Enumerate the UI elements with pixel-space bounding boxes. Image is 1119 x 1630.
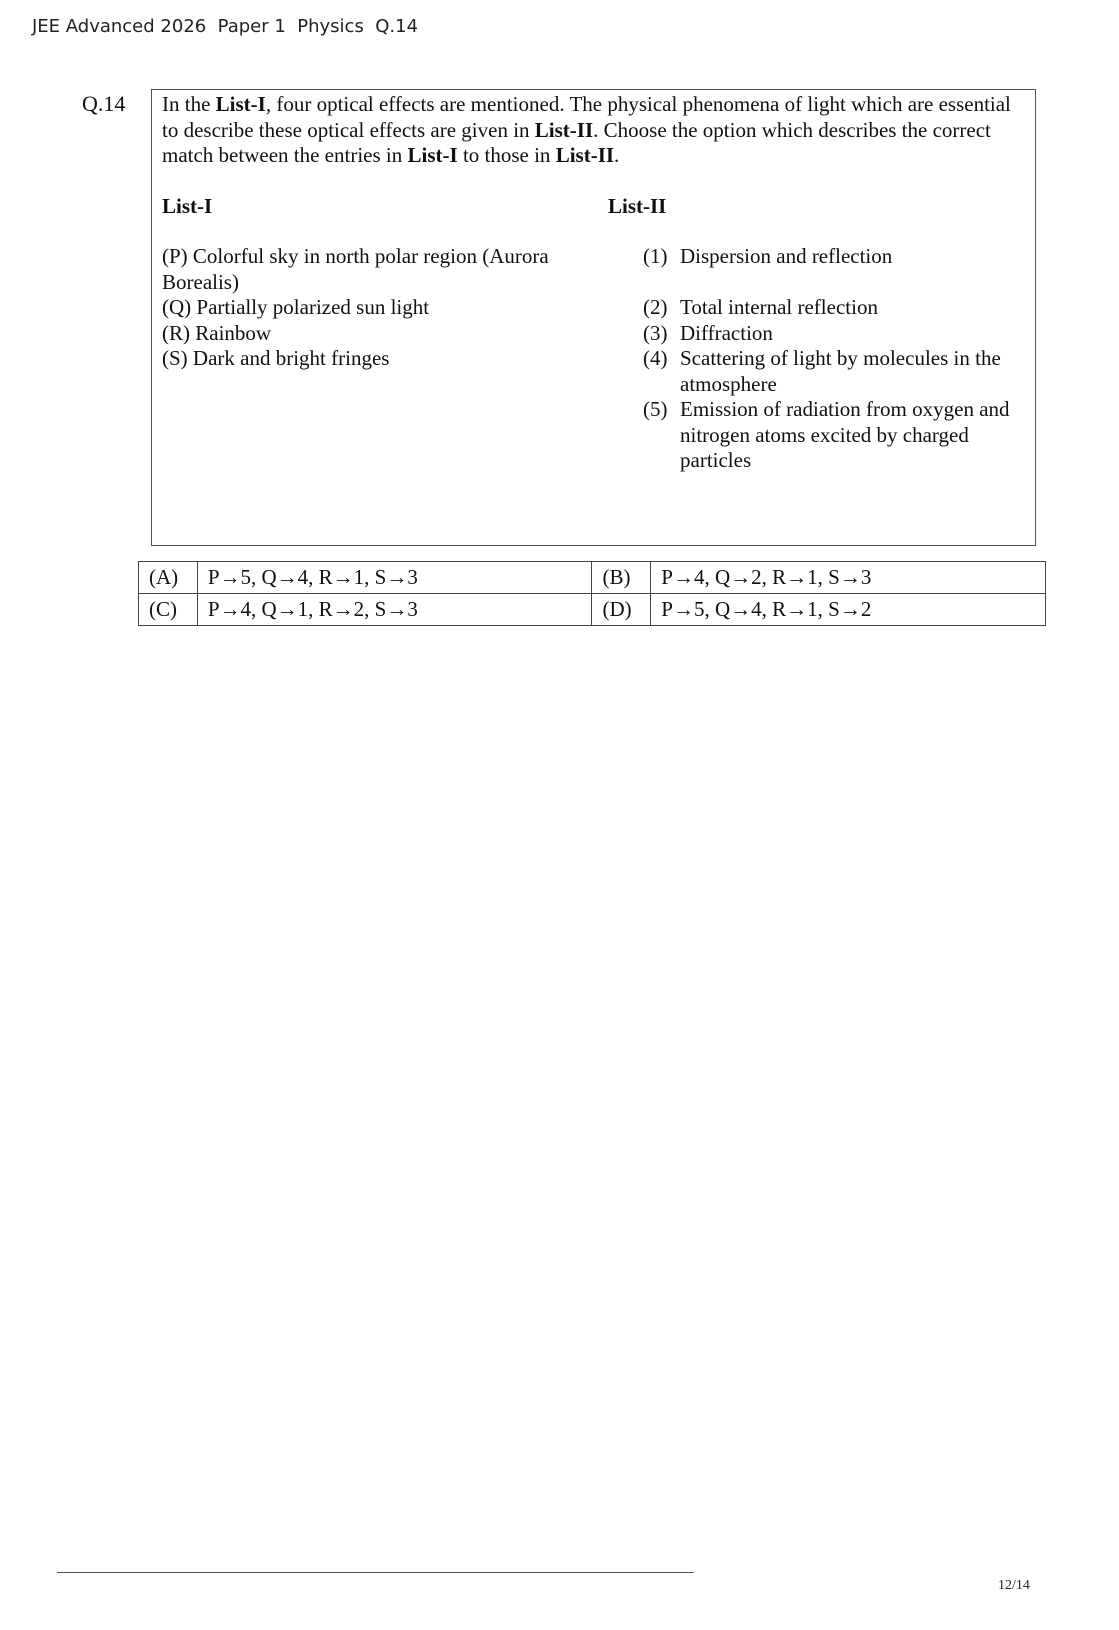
list2-item-text: Emission of radiation from oxygen and nitrogen atoms excited by charged particles [680, 397, 1010, 472]
page-header: JEE Advanced 2026 Paper 1 Physics Q.14 [32, 16, 419, 37]
list2-item-text: Dispersion and reflection [680, 244, 893, 268]
stem-text: In the [162, 92, 216, 116]
list1-item: (P) Colorful sky in north polar region (Aurora Borealis) [162, 244, 549, 294]
list2-item [643, 321, 1028, 347]
option-label[interactable]: (D) [592, 594, 651, 626]
option-label[interactable]: (C) [139, 594, 198, 626]
list2-item-number: (4) [643, 346, 668, 370]
list2-heading: List-II [608, 194, 667, 218]
stem-text: . [614, 143, 620, 167]
list2-item-number: (3) [643, 320, 668, 345]
footer-rule [57, 1572, 694, 1573]
options-row [139, 562, 1046, 594]
list1-item: (Q) Partially polarized sun light [162, 295, 430, 319]
list2-item-number: (1) [643, 244, 668, 268]
stem-bold: List-I [215, 92, 266, 116]
list1-item: (R) Rainbow [162, 320, 272, 345]
option-text[interactable]: P→4, Q→2, R→1, S→3 [651, 562, 1046, 594]
list2-item-text: Total internal reflection [680, 295, 878, 319]
option-label[interactable]: (A) [139, 562, 198, 594]
option-label[interactable]: (B) [592, 562, 651, 594]
list2-item-number: (2) [643, 295, 668, 319]
option-text[interactable]: P→4, Q→1, R→2, S→3 [197, 594, 592, 626]
list2-item-number: (5) [643, 397, 668, 421]
options-row [139, 594, 1046, 626]
option-text[interactable]: P→5, Q→4, R→1, S→3 [197, 562, 592, 594]
options-table [138, 561, 1046, 626]
stem-text: to those in [457, 143, 556, 167]
list2-spacer [643, 270, 1028, 296]
question-number: Q.14 [82, 91, 126, 116]
list1-heading: List-I [162, 194, 213, 218]
list2 [643, 244, 1028, 474]
stem-text: , four optical effects are mentioned. The physical phenomena of light which are essential to describe these optical effects are given in [162, 92, 1011, 142]
question-stem [162, 92, 1022, 169]
list1 [162, 244, 582, 372]
list2-item [643, 397, 1028, 474]
list2-item-text: Diffraction [680, 320, 773, 345]
stem-bold: List-I [407, 143, 458, 167]
option-text[interactable]: P→5, Q→4, R→1, S→2 [651, 594, 1046, 626]
stem-bold: List-II [534, 117, 594, 142]
stem-text: . Choose the option which describes the correct match between the entries in [162, 117, 991, 167]
list1-item: (S) Dark and bright fringes [162, 346, 390, 370]
list2-item [643, 244, 1028, 270]
list2-item-text: Scattering of light by molecules in the atmosphere [680, 346, 1001, 396]
page-number: 12/14 [998, 1578, 1030, 1593]
stem-bold: List-II [555, 143, 615, 167]
list2-item [643, 346, 1028, 397]
question-box [151, 89, 1036, 546]
list2-item [643, 295, 1028, 321]
